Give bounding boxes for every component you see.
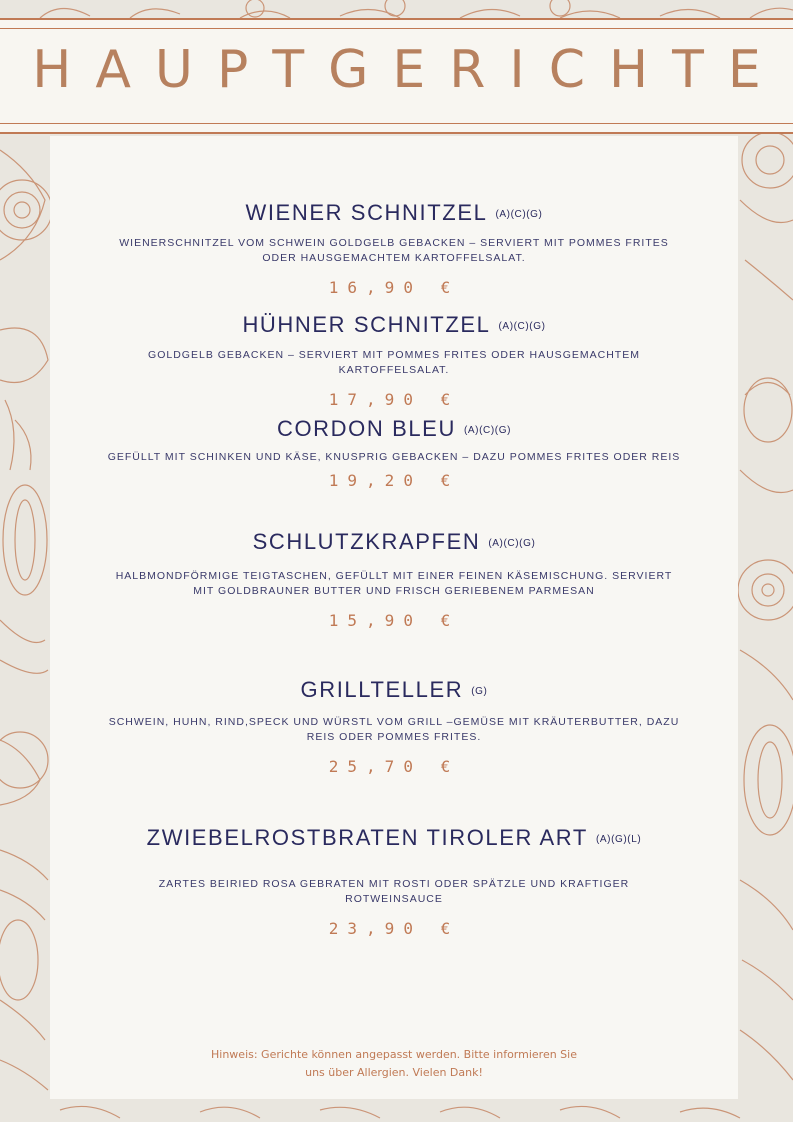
dish-item: [50, 825, 738, 939]
dish-name: WIENER SCHNITZEL (A)(C)(G): [245, 200, 543, 225]
dish-price: 19,20 €: [328, 471, 460, 490]
page-title: HAUPTGERICHTE: [32, 40, 785, 100]
dish-description: GEFÜLLT MIT SCHINKEN UND KÄSE, KNUSPRIG GEBACKEN – DAZU POMMES FRITES ODER REIS: [107, 451, 681, 463]
dish-description: GOLDGELB GEBACKEN – SERVIERT MIT POMMES FRITES ODER HAUSGEMACHTEM KARTOFFELSALAT.: [148, 349, 640, 376]
dish-description: ZARTES BEIRIED ROSA GEBRATEN MIT ROSTI ODER SPÄTZLE UND KRAFTIGER ROTWEINSAUCE: [158, 878, 630, 905]
dish-price: 16,90 €: [328, 278, 460, 297]
dish-item: [50, 312, 738, 410]
allergy-note-line: uns über Allergien. Vielen Dank!: [305, 1066, 483, 1079]
dish-price: 17,90 €: [328, 390, 460, 409]
dish-description: HALBMONDFÖRMIGE TEIGTASCHEN, GEFÜLLT MIT EINER FEINEN KÄSEMISCHUNG. SERVIERT MIT GOLDBRAUNER BUTTER UND FRISCH GERIEBENEM PARMESAN: [115, 570, 673, 597]
allergen-codes: (A)(C)(G): [498, 321, 546, 332]
dish-name: SCHLUTZKRAPFEN (A)(C)(G): [252, 529, 536, 554]
dish-description: SCHWEIN, HUHN, RIND,SPECK UND WÜRSTL VOM GRILL –GEMÜSE MIT KRÄUTERBUTTER, DAZU REIS ODER POMMES FRITES.: [108, 716, 680, 743]
dish-name: GRILLTELLER (G): [300, 677, 488, 702]
dish-name: HÜHNER SCHNITZEL (A)(C)(G): [242, 312, 546, 337]
allergen-codes: (A)(C)(G): [463, 425, 512, 436]
allergen-codes: (A)(C)(G): [495, 209, 543, 220]
dish-name: CORDON BLEU (A)(C)(G): [276, 416, 512, 441]
dish-description: WIENERSCHNITZEL VOM SCHWEIN GOLDGELB GEBACKEN – SERVIERT MIT POMMES FRITES ODER HAUSGEMACHTEM KARTOFFELSALAT.: [119, 237, 669, 264]
dish-price: 23,90 €: [328, 919, 460, 938]
allergen-codes: (G): [471, 686, 488, 697]
dish-price: 25,70 €: [328, 757, 460, 776]
allergy-note-line: Hinweis: Gerichte können angepasst werden. Bitte informieren Sie: [211, 1048, 577, 1061]
allergy-note: [200, 1046, 588, 1082]
dish-item: [50, 529, 738, 631]
dish-item: [50, 677, 738, 777]
dish-item: [50, 416, 738, 491]
allergen-codes: (A)(G)(L): [595, 834, 642, 845]
dish-name: ZWIEBELROSTBRATEN TIROLER ART (A)(G)(L): [146, 825, 642, 850]
allergen-codes: (A)(C)(G): [488, 538, 536, 549]
dish-price: 15,90 €: [328, 611, 460, 630]
dish-item: [50, 200, 738, 298]
